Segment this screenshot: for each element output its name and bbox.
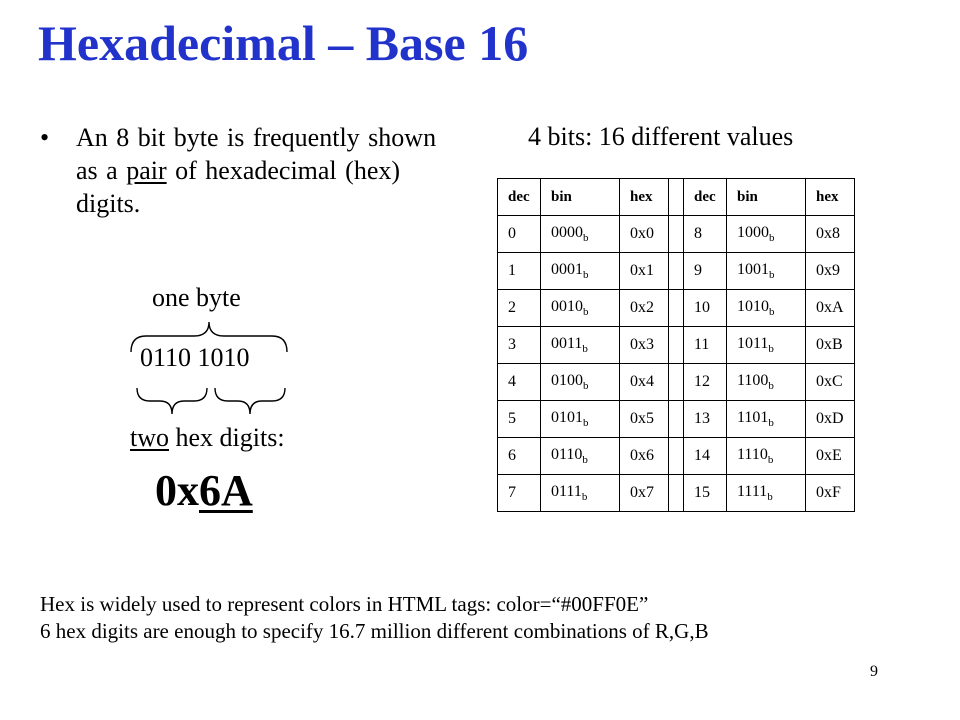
dec-cell: 4 xyxy=(498,364,541,401)
hex-cell: 0x1 xyxy=(620,253,669,290)
footer-notes xyxy=(40,591,709,646)
bin-value: 0010 xyxy=(551,297,583,315)
header-cell: bin xyxy=(727,179,806,216)
bin-value: 0100 xyxy=(551,371,583,389)
hex-digit-brace-left xyxy=(137,388,207,414)
table-header-row xyxy=(498,179,855,216)
bin-cell xyxy=(727,438,806,475)
bin-cell xyxy=(541,253,620,290)
dec-cell: 0 xyxy=(498,216,541,253)
bin-cell xyxy=(541,327,620,364)
dec-cell: 5 xyxy=(498,401,541,438)
slide-title: Hexadecimal – Base 16 xyxy=(38,15,529,71)
binary-subscript: b xyxy=(581,491,588,504)
dec-cell: 8 xyxy=(684,216,727,253)
table-row xyxy=(498,290,855,327)
column-gap xyxy=(669,438,684,475)
bin-value: 0000 xyxy=(551,223,583,241)
bin-cell xyxy=(541,401,620,438)
hex-conversion-table xyxy=(497,178,855,512)
column-gap xyxy=(669,364,684,401)
page-number: 9 xyxy=(870,663,878,680)
binary-subscript: b xyxy=(583,232,589,245)
dec-cell: 9 xyxy=(684,253,727,290)
header-cell: dec xyxy=(684,179,727,216)
hex-cell: 0x8 xyxy=(806,216,855,253)
dec-cell: 14 xyxy=(684,438,727,475)
dec-cell: 10 xyxy=(684,290,727,327)
table-heading: 4 bits: 16 different values xyxy=(528,122,794,151)
bin-value: 1011 xyxy=(737,334,769,352)
dec-cell: 15 xyxy=(684,475,727,512)
bin-cell xyxy=(541,364,620,401)
hex-cell: 0x6 xyxy=(620,438,669,475)
binary-subscript: b xyxy=(768,417,774,430)
hex-prefix: 0x xyxy=(155,466,199,515)
table-row xyxy=(498,327,855,364)
bin-value: 1001 xyxy=(737,260,769,278)
binary-subscript: b xyxy=(583,306,589,319)
footer-line-2: 6 hex digits are enough to specify 16.7 million different combinations of R,G,B xyxy=(40,619,709,644)
binary-subscript: b xyxy=(583,269,589,282)
hex-cell: 0xB xyxy=(806,327,855,364)
bullet-text-before: An 8 bit byte is frequently shown as a xyxy=(76,123,437,185)
bin-value: 0111 xyxy=(551,482,582,500)
bin-value: 0001 xyxy=(551,260,583,278)
hex-cell: 0x7 xyxy=(620,475,669,512)
hex-cell: 0x3 xyxy=(620,327,669,364)
binary-subscript: b xyxy=(582,343,588,356)
table-row xyxy=(498,401,855,438)
bin-value: 1010 xyxy=(737,297,769,315)
hex-cell: 0xD xyxy=(806,401,855,438)
header-cell: dec xyxy=(498,179,541,216)
bullet-text xyxy=(76,122,456,220)
column-gap xyxy=(669,290,684,327)
bin-value: 0110 xyxy=(551,445,583,463)
header-cell: hex xyxy=(620,179,669,216)
dec-cell: 1 xyxy=(498,253,541,290)
hex-cell: 0xF xyxy=(806,475,855,512)
bin-value: 0101 xyxy=(551,408,583,426)
binary-subscript: b xyxy=(583,380,589,393)
bin-cell xyxy=(727,327,806,364)
dec-cell: 2 xyxy=(498,290,541,327)
dec-cell: 12 xyxy=(684,364,727,401)
header-cell: bin xyxy=(541,179,620,216)
hex-cell: 0xA xyxy=(806,290,855,327)
table-row xyxy=(498,253,855,290)
table-row xyxy=(498,364,855,401)
bullet-text-underlined: pair xyxy=(126,155,167,185)
bin-cell xyxy=(727,475,806,512)
bin-cell xyxy=(727,253,806,290)
hex-cell: 0x2 xyxy=(620,290,669,327)
binary-subscript: b xyxy=(769,306,775,319)
binary-subscript: b xyxy=(583,417,589,430)
bin-cell xyxy=(541,290,620,327)
bullet-dot: • xyxy=(40,123,50,152)
two-hex-digits-label xyxy=(130,423,285,453)
bin-value: 1110 xyxy=(737,445,768,463)
hex-cell: 0x4 xyxy=(620,364,669,401)
bin-cell xyxy=(727,364,806,401)
hex-digit-brace-right xyxy=(215,388,285,414)
table-row xyxy=(498,216,855,253)
binary-subscript: b xyxy=(767,491,773,504)
dec-cell: 6 xyxy=(498,438,541,475)
dec-cell: 13 xyxy=(684,401,727,438)
bin-cell xyxy=(541,438,620,475)
binary-subscript: b xyxy=(582,454,588,467)
hex-cell: 0x9 xyxy=(806,253,855,290)
dec-cell: 3 xyxy=(498,327,541,364)
binary-subscript: b xyxy=(768,380,774,393)
column-gap xyxy=(669,475,684,512)
bin-value: 1100 xyxy=(737,371,769,389)
bullet-text-after: of hexadecimal (hex) digits. xyxy=(76,155,401,218)
bin-value: 1000 xyxy=(737,223,769,241)
bin-value: 1111 xyxy=(737,482,768,500)
binary-subscript: b xyxy=(769,232,775,245)
table-row xyxy=(498,438,855,475)
binary-subscript: b xyxy=(769,269,775,282)
hex-cell: 0x0 xyxy=(620,216,669,253)
two-hex-rest: hex digits: xyxy=(169,423,285,452)
bin-value: 1101 xyxy=(737,408,769,426)
column-gap xyxy=(669,327,684,364)
bin-cell xyxy=(727,401,806,438)
hex-cell: 0x5 xyxy=(620,401,669,438)
column-gap xyxy=(669,179,684,216)
column-gap xyxy=(669,401,684,438)
footer-line-1: Hex is widely used to represent colors in HTML tags: color=“#00FF0E” xyxy=(40,592,649,616)
column-gap xyxy=(669,216,684,253)
dec-cell: 11 xyxy=(684,327,727,364)
bin-cell xyxy=(727,290,806,327)
bin-value: 0011 xyxy=(551,334,583,352)
hex-cell: 0xC xyxy=(806,364,855,401)
hex-result xyxy=(155,465,253,516)
binary-subscript: b xyxy=(768,343,774,356)
binary-subscript: b xyxy=(767,454,774,467)
hex-cell: 0xE xyxy=(806,438,855,475)
bin-cell xyxy=(727,216,806,253)
byte-value: 0110 1010 xyxy=(140,343,250,372)
hex-digits: 6A xyxy=(199,466,253,515)
two-underlined: two xyxy=(130,423,169,452)
header-cell: hex xyxy=(806,179,855,216)
one-byte-label: one byte xyxy=(152,283,241,312)
bin-cell xyxy=(541,216,620,253)
table-row xyxy=(498,475,855,512)
bin-cell xyxy=(541,475,620,512)
column-gap xyxy=(669,253,684,290)
dec-cell: 7 xyxy=(498,475,541,512)
